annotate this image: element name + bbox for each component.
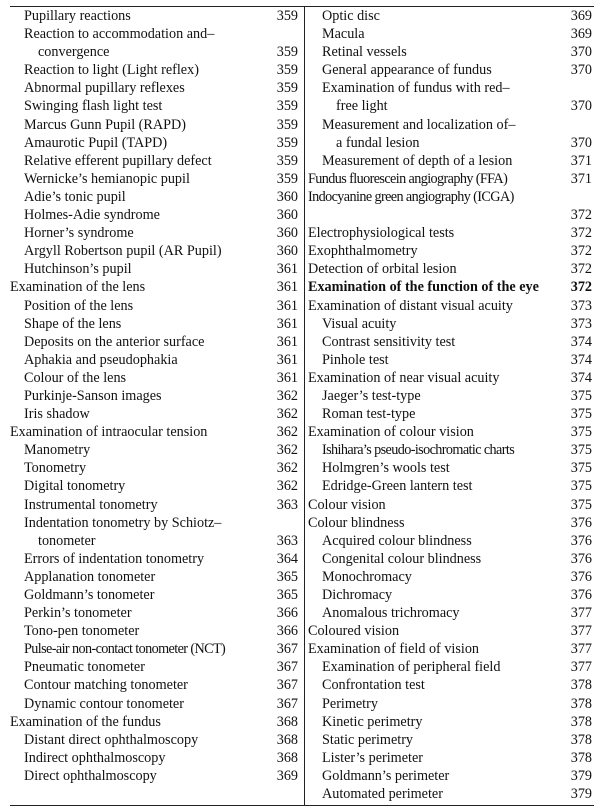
toc-entry-title: Visual acuity [322, 315, 397, 332]
toc-entry [308, 568, 594, 586]
toc-entry-page: 372 [570, 243, 592, 260]
toc-entry [10, 568, 300, 586]
toc-entry [308, 7, 594, 25]
toc-entry-title: Goldmann’s perimeter [322, 767, 450, 784]
toc-entry-page: 359 [276, 44, 298, 61]
toc-entry-title: Contour matching tonometer [24, 677, 188, 694]
toc-entry [308, 405, 594, 423]
toc-entry [308, 387, 594, 405]
toc-entry-page: 377 [570, 605, 592, 622]
toc-entry [308, 242, 594, 260]
toc-entry-page: 362 [276, 442, 298, 459]
toc-entry [10, 622, 300, 640]
toc-entry-title: Digital tonometry [24, 478, 126, 495]
toc-entry-page: 374 [570, 333, 592, 350]
toc-entry-page: 376 [570, 532, 592, 549]
toc-entry-title: Confrontation test [322, 677, 425, 694]
toc-entry [10, 7, 300, 25]
toc-entry-page: 362 [276, 478, 298, 495]
toc-entry-page: 377 [570, 623, 592, 640]
toc-entry [10, 152, 300, 170]
toc-entry [10, 315, 300, 333]
toc-entry-page: 367 [276, 659, 298, 676]
toc-entry [308, 43, 594, 61]
toc-entry [10, 514, 300, 532]
toc-entry-title: Distant direct ophthalmoscopy [24, 731, 199, 748]
toc-entry-page: 376 [570, 568, 592, 585]
toc-entry [308, 79, 594, 97]
toc-entry-title: Applanation tonometer [24, 568, 156, 585]
toc-entry-title: Static perimetry [322, 731, 414, 748]
toc-entry [308, 514, 594, 532]
toc-entry-title: Colour blindness [308, 514, 405, 531]
toc-entry-title: Lister’s perimeter [322, 749, 423, 766]
toc-entry-page: 360 [276, 225, 298, 242]
toc-entry [10, 676, 300, 694]
toc-entry [10, 604, 300, 622]
toc-entry [308, 767, 594, 785]
toc-entry-title: Examination of distant visual acuity [308, 297, 513, 314]
toc-entry [10, 278, 300, 296]
toc-entry [308, 278, 594, 296]
toc-entry-page: 378 [570, 749, 592, 766]
toc-entry [308, 97, 594, 115]
toc-entry-title: Exophthalmometry [308, 243, 418, 260]
toc-entry [308, 785, 594, 803]
toc-entry [308, 260, 594, 278]
toc-entry-title: Measurement of depth of a lesion [322, 152, 513, 169]
toc-entry-page: 373 [570, 297, 592, 314]
toc-entry-title: Iris shadow [24, 406, 90, 423]
toc-entry-title: Pulse-air non-contact tonometer (NCT) [24, 641, 226, 658]
toc-entry-page: 367 [276, 677, 298, 694]
toc-entry-page: 377 [570, 641, 592, 658]
toc-entry-page: 368 [276, 731, 298, 748]
toc-entry [10, 477, 300, 495]
toc-entry [10, 459, 300, 477]
toc-entry-title: Relative efferent pupillary defect [24, 152, 212, 169]
toc-entry [10, 387, 300, 405]
toc-entry [308, 61, 594, 79]
toc-entry-page: 365 [276, 568, 298, 585]
toc-entry [10, 242, 300, 260]
toc-entry-page: 377 [570, 659, 592, 676]
toc-entry-title: Reaction to accommodation and– [24, 26, 215, 43]
toc-entry-title: Horner’s syndrome [24, 225, 134, 242]
toc-entry [308, 25, 594, 43]
toc-entry-title: Hutchinson’s pupil [24, 261, 132, 278]
toc-entry-title: Marcus Gunn Pupil (RAPD) [24, 116, 186, 133]
toc-entry [10, 333, 300, 351]
toc-entry-page: 363 [276, 532, 298, 549]
toc-entry-page: 375 [570, 460, 592, 477]
toc-entry [308, 695, 594, 713]
toc-entry-title: Macula [322, 26, 365, 43]
toc-entry-page: 359 [276, 80, 298, 97]
toc-entry-page: 378 [570, 677, 592, 694]
toc-entry [10, 61, 300, 79]
toc-entry-page: 362 [276, 424, 298, 441]
toc-entry-title: Deposits on the anterior surface [24, 333, 205, 350]
toc-entry [10, 79, 300, 97]
toc-entry-page: 375 [570, 387, 592, 404]
toc-entry [308, 713, 594, 731]
toc-entry [10, 260, 300, 278]
toc-entry-title: Perkin’s tonometer [24, 605, 132, 622]
toc-entry-page: 375 [570, 496, 592, 513]
toc-entry-title: Examination of the fundus [10, 713, 161, 730]
toc-entry-title: Fundus fluorescein angiography (FFA) [308, 170, 508, 187]
toc-page [10, 6, 594, 806]
toc-entry [10, 749, 300, 767]
toc-entry-page: 372 [570, 207, 592, 224]
toc-entry-page: 363 [276, 496, 298, 513]
toc-entry-title: Dynamic contour tonometer [24, 695, 184, 712]
toc-entry-title: Kinetic perimetry [322, 713, 423, 730]
toc-entry-page: 359 [276, 134, 298, 151]
toc-entry-page: 361 [276, 315, 298, 332]
toc-entry-title: Instrumental tonometry [24, 496, 158, 513]
toc-entry-page: 369 [570, 8, 592, 24]
toc-entry-title: Holmgren’s wools test [322, 460, 450, 477]
toc-entry-page: 368 [276, 749, 298, 766]
toc-entry-title: Congenital colour blindness [322, 550, 482, 567]
toc-left-column [10, 7, 300, 805]
toc-entry-page: 359 [276, 8, 298, 24]
toc-entry [308, 315, 594, 333]
toc-entry-title: free light [336, 98, 388, 115]
toc-entry-page: 376 [570, 514, 592, 531]
toc-entry-page: 376 [570, 587, 592, 603]
toc-entry-title: Goldmann’s tonometer [24, 587, 155, 603]
toc-entry-page: 378 [570, 695, 592, 712]
toc-entry [308, 604, 594, 622]
toc-entry-page: 379 [570, 786, 592, 803]
toc-entry-title: Pneumatic tonometer [24, 659, 145, 676]
toc-entry-page: 372 [570, 279, 592, 296]
toc-entry-title: Direct ophthalmoscopy [24, 767, 157, 784]
toc-entry [10, 206, 300, 224]
toc-entry-title: Wernicke’s hemianopic pupil [24, 170, 190, 187]
toc-entry-page: 360 [276, 243, 298, 260]
toc-entry [10, 224, 300, 242]
toc-entry-page: 375 [570, 424, 592, 441]
toc-entry-page: 364 [276, 550, 298, 567]
toc-entry-title: Acquired colour blindness [322, 532, 472, 549]
toc-entry-title: Purkinje-Sanson images [24, 387, 162, 404]
toc-entry [10, 731, 300, 749]
toc-entry [10, 640, 300, 658]
toc-entry-title: Optic disc [322, 8, 380, 24]
toc-entry-title: Shape of the lens [24, 315, 122, 332]
toc-entry [10, 134, 300, 152]
toc-entry [10, 586, 300, 604]
toc-entry-title: Manometry [24, 442, 91, 459]
toc-entry [10, 713, 300, 731]
toc-entry [10, 351, 300, 369]
toc-entry-title: Electrophysiological tests [308, 225, 455, 242]
column-divider [304, 7, 305, 805]
toc-entry-page: 359 [276, 62, 298, 79]
toc-entry-page: 362 [276, 387, 298, 404]
toc-entry-title: Pupillary reactions [24, 8, 131, 24]
toc-entry-title: a fundal lesion [336, 134, 420, 151]
toc-entry [10, 532, 300, 550]
toc-entry-title: Examination of the function of the eye [308, 279, 539, 296]
toc-entry [10, 369, 300, 387]
toc-entry [308, 532, 594, 550]
toc-entry-title: Contrast sensitivity test [322, 333, 456, 350]
toc-entry [10, 170, 300, 188]
toc-entry-title: Errors of indentation tonometry [24, 550, 205, 567]
toc-entry-page: 362 [276, 406, 298, 423]
toc-entry-page: 362 [276, 460, 298, 477]
toc-entry-page: 373 [570, 315, 592, 332]
toc-entry-page: 375 [570, 442, 592, 459]
toc-entry-page: 360 [276, 188, 298, 205]
toc-entry [308, 749, 594, 767]
toc-entry [10, 423, 300, 441]
toc-entry-page: 375 [570, 406, 592, 423]
toc-entry-page: 369 [570, 26, 592, 43]
toc-entry-page: 367 [276, 641, 298, 658]
toc-entry-page: 359 [276, 152, 298, 169]
toc-entry-title: Tono-pen tonometer [24, 623, 140, 640]
toc-entry-page: 375 [570, 478, 592, 495]
toc-entry-title: Position of the lens [24, 297, 134, 314]
toc-entry-page: 366 [276, 623, 298, 640]
toc-entry-title: Argyll Robertson pupil (AR Pupil) [24, 243, 222, 260]
toc-entry-title: Measurement and localization of– [322, 116, 516, 133]
toc-entry [308, 369, 594, 387]
toc-entry-page: 361 [276, 297, 298, 314]
toc-entry [308, 297, 594, 315]
toc-entry [308, 477, 594, 495]
toc-entry-title: Monochromacy [322, 568, 412, 585]
toc-entry-title: Examination of peripheral field [322, 659, 501, 676]
toc-entry-page: 360 [276, 207, 298, 224]
toc-entry-page: 372 [570, 261, 592, 278]
toc-entry [10, 767, 300, 785]
toc-entry-title: Indentation tonometry by Schiotz– [24, 514, 222, 531]
toc-entry [308, 224, 594, 242]
toc-entry-title: Colour of the lens [24, 369, 127, 386]
toc-entry [308, 622, 594, 640]
toc-entry-title: Jaeger’s test-type [322, 387, 421, 404]
toc-entry-title: Adie’s tonic pupil [24, 188, 126, 205]
toc-entry [10, 550, 300, 568]
toc-entry-page: 370 [570, 134, 592, 151]
toc-entry [308, 116, 594, 134]
toc-entry-page: 376 [570, 550, 592, 567]
toc-entry-title: Dichromacy [322, 587, 393, 603]
toc-entry-title: Automated perimeter [322, 786, 443, 803]
toc-entry [308, 188, 594, 206]
toc-entry-title: Colour vision [308, 496, 386, 513]
toc-entry-title: Tonometry [24, 460, 87, 477]
toc-entry-title: Indirect ophthalmoscopy [24, 749, 166, 766]
toc-entry [308, 676, 594, 694]
toc-entry-title: Anomalous trichromacy [322, 605, 460, 622]
toc-entry-title: General appearance of fundus [322, 62, 492, 79]
toc-entry-title: Indocyanine green angiography (ICGA) [308, 188, 514, 205]
toc-entry-page: 370 [570, 62, 592, 79]
toc-entry-title: Examination of colour vision [308, 424, 474, 441]
toc-entry-page: 361 [276, 333, 298, 350]
toc-entry-page: 370 [570, 98, 592, 115]
toc-entry-page: 379 [570, 767, 592, 784]
toc-entry [10, 297, 300, 315]
toc-entry-title: Retinal vessels [322, 44, 407, 61]
toc-entry-page: 378 [570, 731, 592, 748]
toc-entry-page: 361 [276, 351, 298, 368]
toc-entry-title: Holmes-Adie syndrome [24, 207, 160, 224]
toc-entry-title: Examination of the lens [10, 279, 146, 296]
toc-entry-page: 378 [570, 713, 592, 730]
toc-entry [308, 496, 594, 514]
toc-entry-title: Amaurotic Pupil (TAPD) [24, 134, 168, 151]
toc-entry-page: 372 [570, 225, 592, 242]
toc-entry [308, 731, 594, 749]
toc-entry-title: tonometer [38, 532, 96, 549]
toc-entry-page: 361 [276, 279, 298, 296]
toc-entry [10, 43, 300, 61]
toc-entry [10, 496, 300, 514]
toc-entry-title: Abnormal pupillary reflexes [24, 80, 185, 97]
toc-entry-page: 359 [276, 116, 298, 133]
toc-entry [308, 351, 594, 369]
toc-entry [10, 441, 300, 459]
toc-entry-title: Examination of intraocular tension [10, 424, 208, 441]
toc-entry [308, 134, 594, 152]
toc-entry-title: Roman test-type [322, 406, 416, 423]
toc-entry-page: 366 [276, 605, 298, 622]
toc-entry-page: 370 [570, 44, 592, 61]
toc-entry-title: Examination of field of vision [308, 641, 480, 658]
toc-entry [10, 116, 300, 134]
toc-entry-page: 374 [570, 369, 592, 386]
toc-entry-page: 371 [570, 152, 592, 169]
toc-entry-title: Examination of fundus with red– [322, 80, 510, 97]
toc-entry [308, 640, 594, 658]
toc-entry [10, 97, 300, 115]
toc-entry-page: 374 [570, 351, 592, 368]
toc-entry [308, 441, 594, 459]
toc-entry-title: Ishihara’s pseudo-isochromatic charts [322, 442, 515, 459]
toc-right-column [308, 7, 594, 805]
toc-entry-title: Aphakia and pseudophakia [24, 351, 178, 368]
toc-entry [10, 695, 300, 713]
toc-entry-title: convergence [38, 44, 110, 61]
toc-entry-page: 359 [276, 170, 298, 187]
toc-entry-title: Detection of orbital lesion [308, 261, 457, 278]
toc-entry [308, 550, 594, 568]
toc-entry [308, 206, 594, 224]
toc-entry-title: Edridge-Green lantern test [322, 478, 473, 495]
toc-entry [308, 170, 594, 188]
toc-entry-title: Coloured vision [308, 623, 400, 640]
toc-entry-page: 367 [276, 695, 298, 712]
toc-entry-page: 365 [276, 587, 298, 603]
toc-entry-page: 369 [276, 767, 298, 784]
toc-entry [10, 188, 300, 206]
toc-entry [10, 25, 300, 43]
toc-entry-page: 359 [276, 98, 298, 115]
toc-entry [10, 658, 300, 676]
toc-entry-page: 368 [276, 713, 298, 730]
toc-entry [308, 658, 594, 676]
toc-entry [10, 405, 300, 423]
toc-entry [308, 152, 594, 170]
toc-entry [308, 459, 594, 477]
toc-entry [308, 586, 594, 604]
toc-entry [308, 423, 594, 441]
toc-entry [308, 333, 594, 351]
toc-entry-page: 371 [570, 170, 592, 187]
toc-entry-title: Pinhole test [322, 351, 389, 368]
toc-entry-title: Reaction to light (Light reflex) [24, 62, 199, 79]
toc-entry-title: Examination of near visual acuity [308, 369, 500, 386]
toc-entry-title: Perimetry [322, 695, 378, 712]
toc-entry-page: 361 [276, 261, 298, 278]
toc-entry-page: 361 [276, 369, 298, 386]
toc-entry-title: Swinging flash light test [24, 98, 163, 115]
